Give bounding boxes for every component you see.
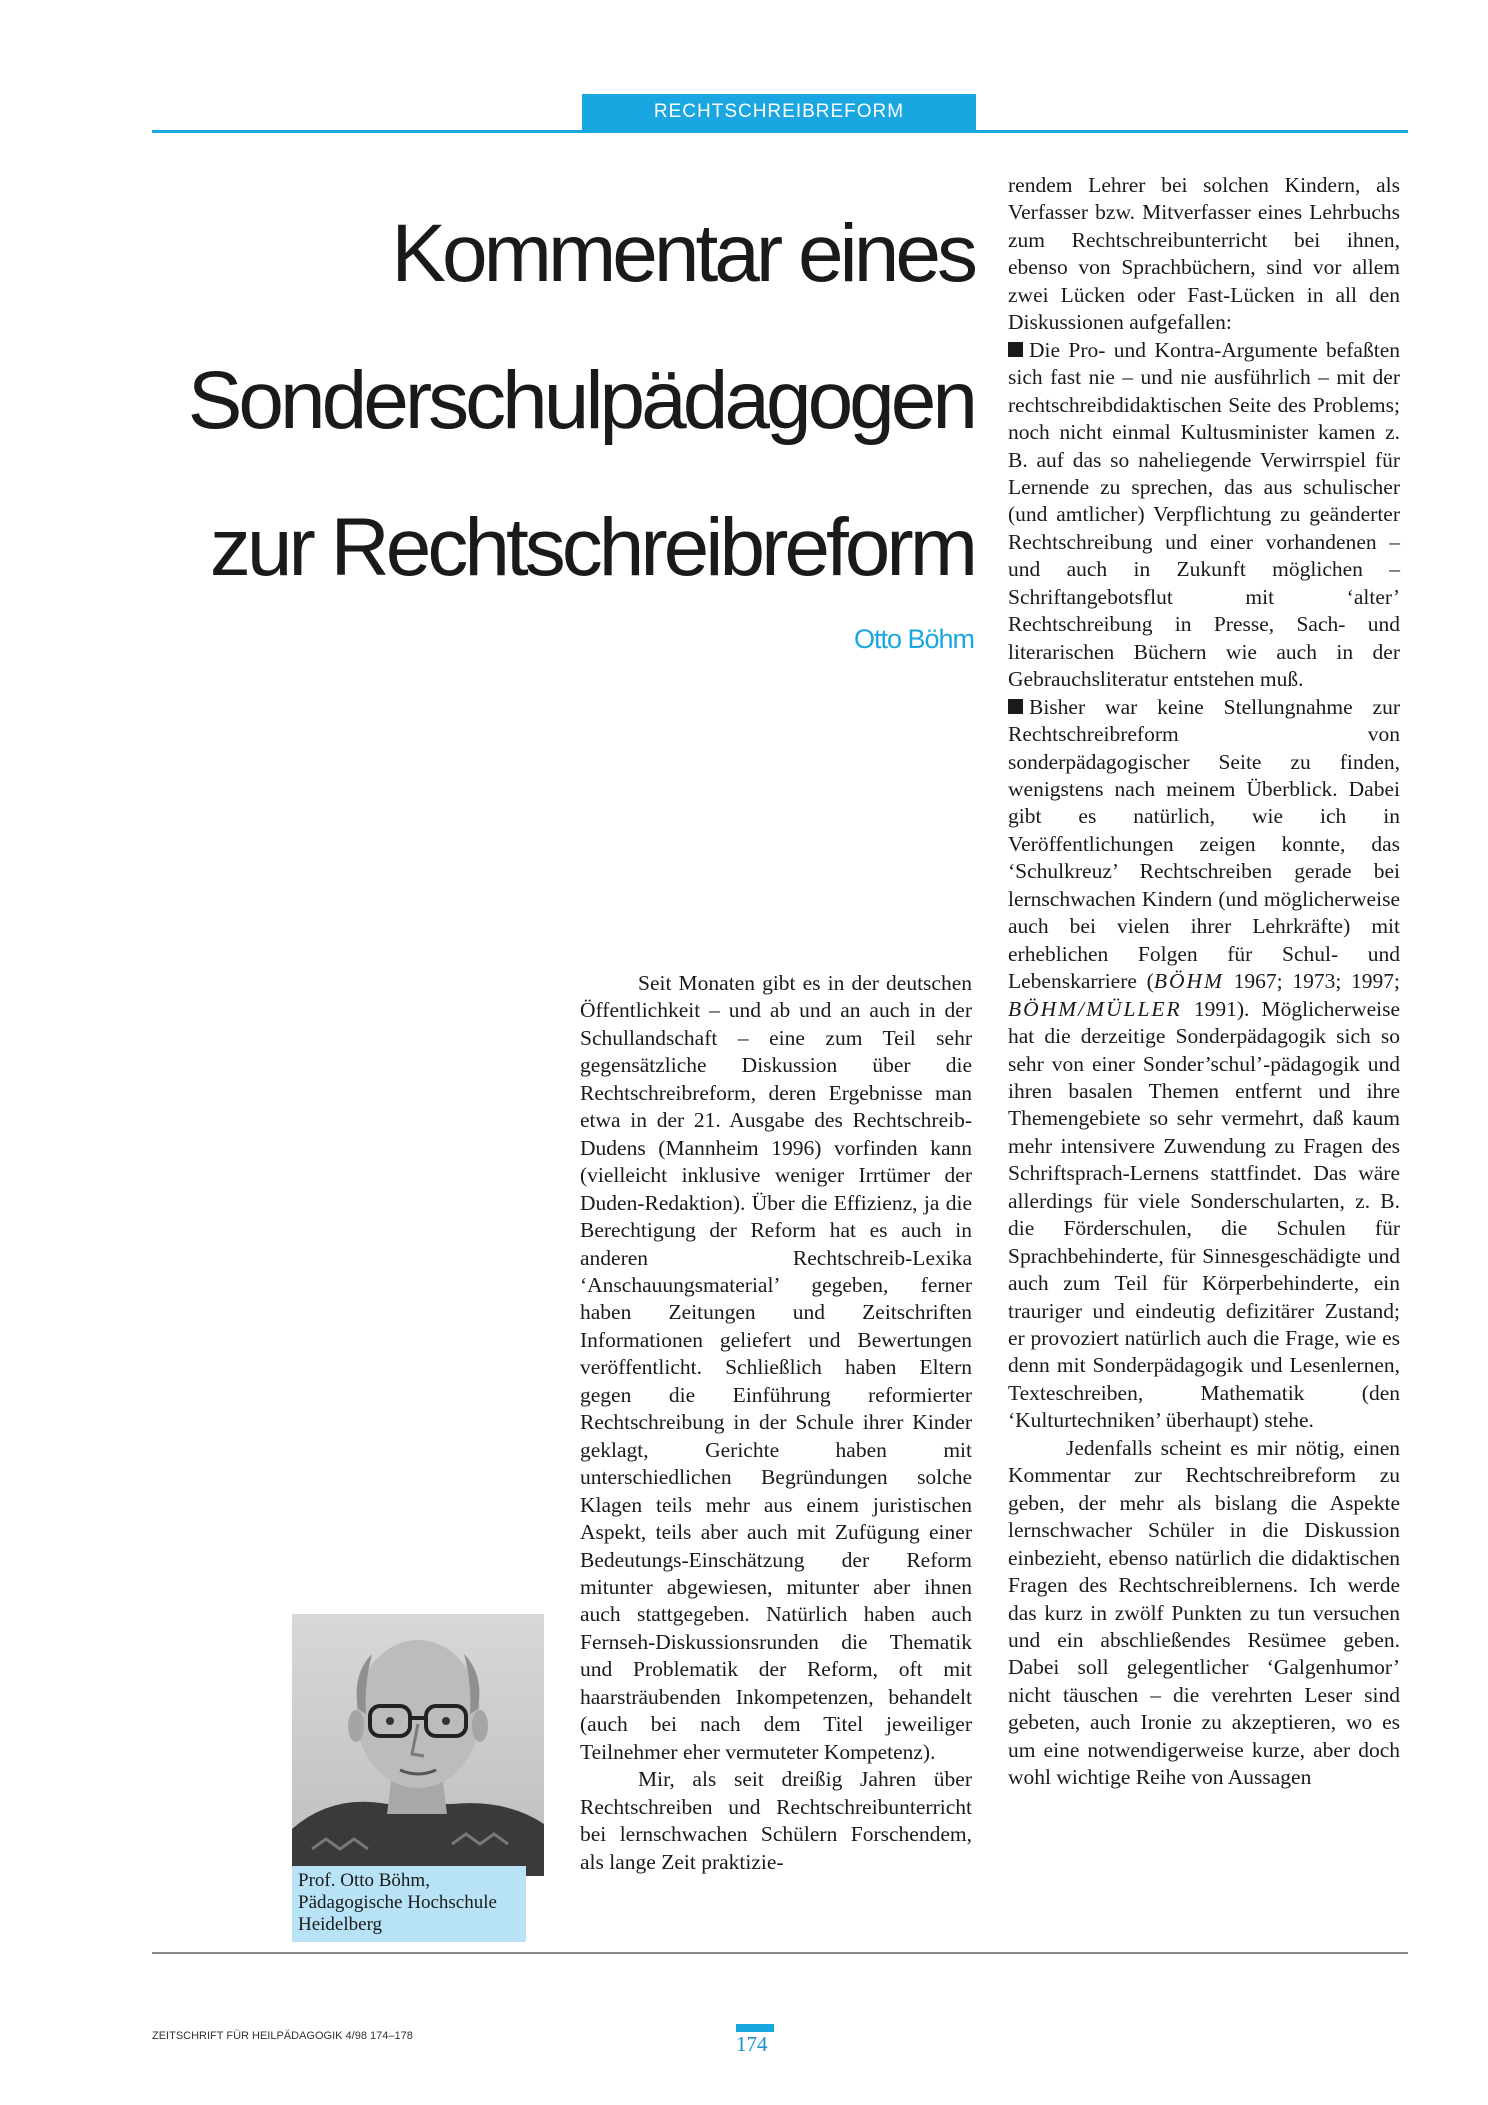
paragraph: Seit Monaten gibt es in der deutschen Öffentlichkeit – und ab und an auch in der Schullandschaft – eine zum Teil sehr gegensätzliche Diskussion über die Rechtschreibreform, deren Ergebnisse man etwa in der 21. Ausgabe des Rechtschreib-Dudens (Mannheim 1996) vorfinden kann (vielleicht inklusive weniger Irrtümer der Duden-Redaktion). Über die Effizienz, ja die Berechtigung der Reform hat es auch in anderen Rechtschreib-Lexika ‘Anschauungsmaterial’ gegeben, ferner haben Zeitungen und Zeitschriften Informationen geliefert und Bewertungen veröffentlicht. Schließlich haben Eltern gegen die Einführung reformierter Rechtschreibung in der Schule ihrer Kinder geklagt, Gerichte haben mit unterschiedlichen Begründungen solche Klagen teils mehr aus einem juristischen Aspekt, teils aber auch mit Zufügung einer Bedeutungs-Einschätzung der Reform mitunter abgewiesen, mitunter aber ihnen auch stattgegeben. Natürlich haben auch Fernseh-Diskussionsrunden die Thematik und Problematik der Reform, oft mit haarsträubenden Inkompetenzen, behandelt (auch bei nach dem Titel jeweiliger Teilnehmer eher vermuteter Kompetenz). — [580, 971, 972, 1764]
citation: BÖHM/MÜLLER — [1008, 996, 1182, 1021]
bullet-text: 1991). Möglicherweise hat die derzeitige Sonderpädagogik sich so sehr von einer Sonder’schul’-pädagogik und ihren basalen Themen entfernt und ihre Themengebiete so sehr vermehrt, daß kaum mehr intensivere Zuwendung zu Fragen des Schriftsprach-Lernens stattfindet. Das wäre allerdings für viele Sonderschularten, z. B. die Förderschulen, die Schulen für Sprachbehinderte, für Sinnesgeschädigte und auch zum Teil für Körperbehinderte, ein trauriger und eindeutig defizitärer Zustand; er provoziert natürlich auch die Frage, wie es denn mit Sonderpädagogik und Lesenlernen, Texteschreiben, Mathematik (den ‘Kulturtechniken’ überhaupt) stehe. — [1008, 996, 1400, 1433]
bottom-rule — [152, 1952, 1408, 1954]
bullet-item — [1008, 337, 1400, 694]
citation: BÖHM — [1153, 969, 1224, 994]
author-photo — [292, 1614, 544, 1876]
title-line-2: Sonderschulpädagogen — [187, 355, 974, 446]
page-number: 174 — [736, 2032, 768, 2056]
square-bullet-icon — [1008, 342, 1023, 357]
bullet-item — [1008, 694, 1400, 1435]
paragraph: Jedenfalls scheint es mir nötig, einen Kommentar zur Rechtschreibreform zu geben, der mehr als bislang die Aspekte lernschwacher Schüler in die Diskussion einbezieht, ebenso natürlich die didaktischen Fragen des Rechtschreiblernens. Ich werde das kurz in zwölf Punkten zu tun versuchen und ein abschließendes Resümee geben. Dabei soll gelegentlicher ‘Galgenhumor’ nicht täuschen – die verehrten Leser sind gebeten, auch Ironie zu akzeptieren, wo es um eine notwendigerweise kurze, aber doch wohl wichtige Reihe von Aussagen — [1008, 1435, 1400, 1790]
caption-line-2: Pädagogische Hochschule — [298, 1892, 497, 1913]
body-column-middle — [580, 970, 972, 1876]
paragraph: rendem Lehrer bei solchen Kindern, als Verfasser bzw. Mitverfasser eines Lehrbuchs zum Rechtschreibunterricht bei ihnen, ebenso von Sprachbüchern, sind vor allem zwei Lücken oder Fast-Lücken in all den Diskussionen aufgefallen: — [1008, 173, 1400, 335]
section-label: RECHTSCHREIBREFORM — [582, 94, 976, 130]
journal-reference: ZEITSCHRIFT FÜR HEILPÄDAGOGIK 4/98 174–178 — [152, 2030, 413, 2042]
title-line-1: Kommentar eines — [391, 208, 974, 299]
bullet-text: Bisher war keine Stellungnahme zur Rechtschreibreform von sonderpädagogischer Seite zu finden, wenigstens nach meinem Überblick. Dabei gibt es natürlich, wie ich in Veröffentlichungen zeigen konnte, das ‘Schulkreuz’ Rechtschreiben gerade bei lernschwachen Kindern (und möglicherweise auch bei vielen ihrer Lehrkräfte) mit erheblichen Folgen für Schul- und Lebenskarriere ( — [1008, 694, 1400, 994]
caption-line-1: Prof. Otto Böhm, — [298, 1870, 430, 1891]
body-column-right — [1008, 172, 1400, 1792]
square-bullet-icon — [1008, 699, 1023, 714]
bullet-text: Die Pro- und Kontra-Argumente befaßten sich fast nie – und nie ausführlich – mit der rechtschreibdidaktischen Seite des Problems; noch nicht einmal Kultusminister kamen z. B. auf das so naheliegende Verwirrspiel für Lernende zu sprechen, das aus schulischer (und amtlicher) Verpflichtung zu geänderter Rechtschreibung und einer vorhandenen – und auch in Zukunft möglichen – Schriftangebotsflut mit ‘alter’ Rechtschreibung in Presse, Sach- und literarischen Büchern wie auch in der Gebrauchsliteratur entstehen muß. — [1008, 337, 1400, 692]
photo-caption — [292, 1866, 526, 1942]
top-rule — [152, 130, 1408, 133]
portrait-image — [292, 1614, 544, 1876]
caption-line-3: Heidelberg — [298, 1914, 383, 1935]
article-title — [160, 180, 974, 621]
title-line-3: zur Rechtschreibreform — [209, 502, 974, 593]
author-name: Otto Böhm — [853, 624, 974, 654]
page-number-tab — [736, 2024, 774, 2032]
paragraph: Mir, als seit dreißig Jahren über Rechtschreiben und Rechtschreibunterricht bei lernschwachen Schülern Forschendem, als lange Zeit praktizie- — [580, 1767, 972, 1874]
bullet-text: 1967; 1973; 1997; — [1223, 969, 1401, 994]
